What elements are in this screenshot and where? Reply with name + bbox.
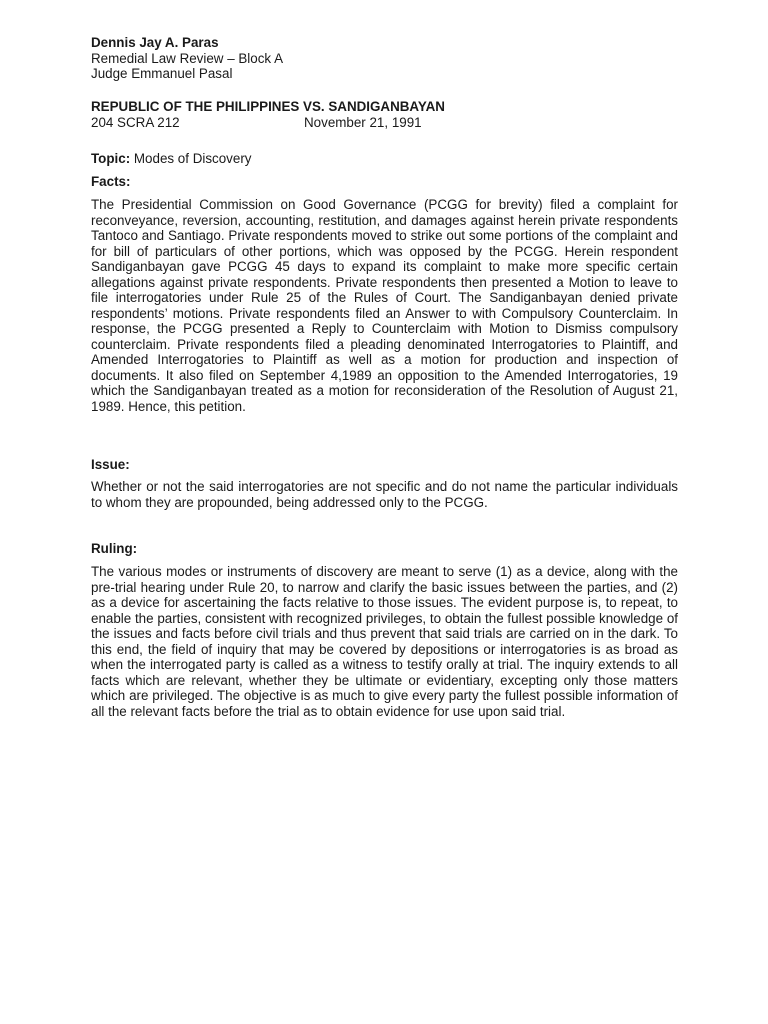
case-reference bbox=[91, 115, 445, 131]
document-header bbox=[91, 35, 283, 82]
case-date: November 21, 1991 bbox=[304, 114, 422, 130]
course-name: Remedial Law Review – Block A bbox=[91, 50, 284, 66]
case-citation: 204 SCRA 212 bbox=[91, 114, 180, 130]
issue-paragraph: Whether or not the said interrogatories are not specific and do not name the particular individuals to whom they are propounded, being addressed only to the PCGG. bbox=[91, 479, 678, 510]
facts-paragraph: The Presidential Commission on Good Governance (PCGG for brevity) filed a complaint for reconveyance, reversion, accounting, restitution, and damages against herein private respondents Tantoco and Santiago. Private respondents moved to strike out some portions of the complaint and for bill of particulars of other portions, which was opposed by the PCGG. Herein respondent Sandiganbayan gave PCGG 45 days to expand its complaint to make more specific certain allegations against private respondents. Private respondents then presented a Motion to leave to file interrogatories under Rule 25 of the Rules of Court. The Sandiganbayan denied private respondents’ motions. Private respondents filed an Answer to with Compulsory Counterclaim. In response, the PCGG presented a Reply to Counterclaim with Motion to Dismiss compulsory counterclaim. Private respondents filed a pleading denominated Interrogatories to Plaintiff, and Amended Interrogatories to Plaintiff as well as a motion for production and inspection of documents. It also filed on September 4,1989 an opposition to the Amended Interrogatories, 19 which the Sandiganbayan treated as a motion for reconsideration of the Resolution of August 21, 1989. Hence, this petition. bbox=[91, 197, 678, 414]
issue-heading: Issue: bbox=[91, 457, 130, 472]
ruling-heading: Ruling: bbox=[91, 541, 138, 556]
ruling-paragraph: The various modes or instruments of discovery are meant to serve (1) as a device, along with the pre-trial hearing under Rule 20, to narrow and clarify the basic issues between the parties, and (2) as a device for ascertaining the facts relative to those issues. The evident purpose is, to repeat, to enable the parties, consistent with recognized privileges, to obtain the fullest possible knowledge of the issues and facts before civil trials and thus prevent that said trials are carried on in the dark. To this end, the field of inquiry that may be covered by depositions or interrogatories is as broad as when the interrogated party is called as a witness to testify orally at trial. The inquiry extends to all facts which are relevant, whether they be ultimate or evidentiary, excepting only those matters which are privileged. The objective is as much to give every party the fullest possible information of all the relevant facts before the trial as to obtain evidence for use upon said trial. bbox=[91, 564, 678, 719]
facts-heading: Facts: bbox=[91, 174, 131, 189]
topic-value: Modes of Discovery bbox=[130, 151, 252, 166]
case-heading bbox=[91, 99, 445, 130]
case-title: REPUBLIC OF THE PHILIPPINES VS. SANDIGANBAYAN bbox=[91, 99, 445, 114]
author-name: Dennis Jay A. Paras bbox=[91, 35, 219, 50]
instructor-name: Judge Emmanuel Pasal bbox=[91, 66, 233, 81]
topic-line bbox=[91, 151, 251, 167]
topic-label: Topic: bbox=[91, 151, 131, 166]
